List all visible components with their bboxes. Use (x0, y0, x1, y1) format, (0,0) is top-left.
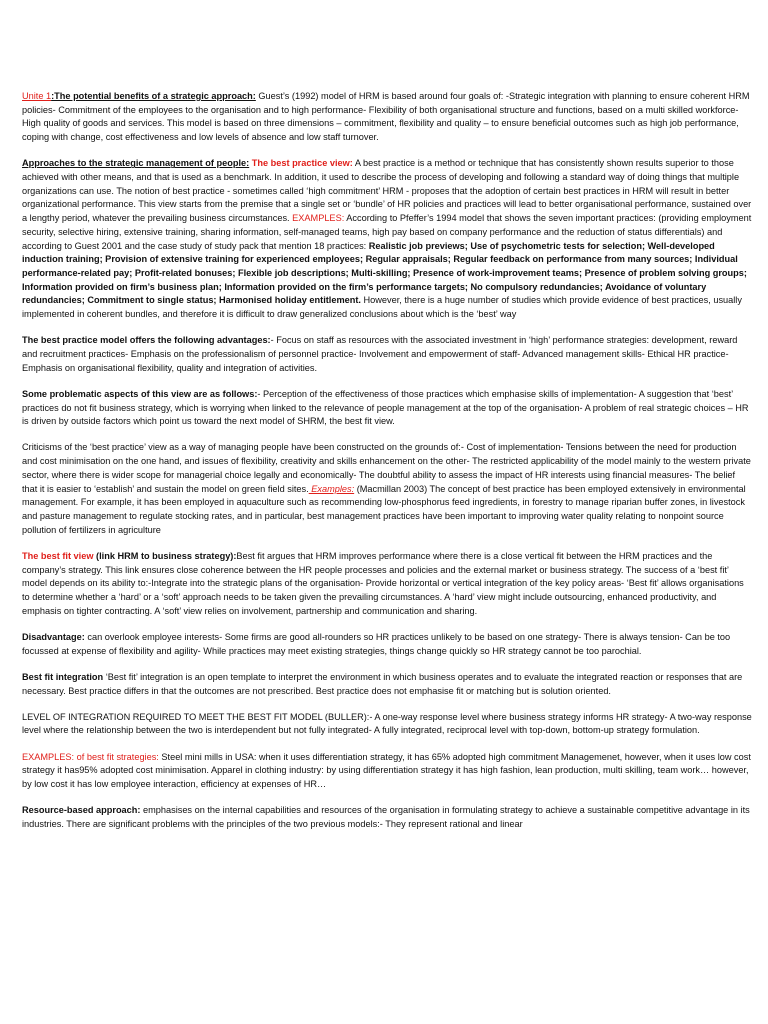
paragraph-text: can overlook employee interests- Some firms are good all-rounders so HR practices unlikely to be based on one strategy- There is always tension- Can be too focussed at expense of flexibility and agility- While practices may meet existing strategies, things change quickly so HR strategy cannot be too parochial. (22, 631, 731, 656)
paragraph-text: A best practice is a method or technique that has consistently shown results superior to those achieved with other means, and that is used as a benchmark. In addition, it used to describe the process of developing and following a standard way of doing things that multiple organizations can use. The notion of best practice - sometimes called ‘high commitment’ HRM - proposes that the adoption of certain best practices in HRM will result in better organizational performance. This view starts from the premise that a single set or ‘bundle’ of HR policies and practices will lead to better organisational performance, sustained over a lengthy period, whatever the prevailing business circumstances. (22, 158, 752, 224)
paragraph-heading: :The potential benefits of a strategic approach: (51, 91, 256, 101)
paragraph-criticisms (22, 441, 752, 537)
paragraph-problematic-aspects (22, 388, 752, 429)
paragraph-heading: Some problematic aspects of this view are as follows: (22, 388, 258, 399)
unit-label: Unite 1 (22, 91, 52, 101)
document-body (22, 90, 752, 844)
paragraph-best-fit-examples (22, 751, 752, 792)
paragraph-heading: Approaches to the strategic management of people: (22, 158, 250, 169)
examples-label: EXAMPLES: (289, 213, 345, 224)
paragraph-text: - Focus on staff as resources with the associated investment in ‘high’ performance strategies: development, reward and recruitment practices- Emphasis on the professionalism of personnel practice- Involvement and empowerment of staff- Advanced management skills- Ethical HR practice- Emphasis on organisational flexibility, quality and integration of activities. (22, 335, 738, 373)
paragraph-best-fit-integration (22, 671, 752, 698)
paragraph-best-fit-view (22, 550, 752, 619)
paragraph-text: - Perception of the effectiveness of those practices which emphasise skills of implementation- A suggestion that ‘best’ practices do not fit business strategy, which is worrying when linked to the relevance of people management at the top of the organisation- A problem of real strategic choices – HR is driven by outside factors which point us toward the next model of SHRM, the best fit view. (22, 388, 749, 427)
paragraph-advantages (22, 334, 752, 375)
paragraph-text: LEVEL OF INTEGRATION REQUIRED TO MEET THE BEST FIT MODEL (BULLER):- A one-way response level where business strategy informs HR strategy- A two-way response level where the relationship between the two is interdependent but not fully integrated- A fully integrated, reciprocal level with top-down, bottom-up strategy formulation. (22, 711, 752, 736)
paragraph-heading: The best practice model offers the following advantages: (22, 335, 271, 346)
examples-label: Examples: (308, 483, 355, 494)
paragraph-strategic-approach (22, 90, 752, 145)
paragraph-heading: (link HRM to business strategy): (93, 550, 237, 561)
paragraph-text: However, there is a huge number of studies which provide evidence of best practices, usually implemented in coherent bundles, and therefore it is difficult to draw generalized conclusions about which is the ‘best’ way (22, 295, 742, 320)
paragraph-heading: Best fit integration (22, 671, 104, 682)
paragraph-text: Guest’s (1992) model of HRM is based around four goals of: -Strategic integration with planning to ensure coherent HRM policies- Commitment of the employees to the organisation and to high performance- Flexibility of both organisational structure and functions, based on a multi skilled workforce- High quality of goods and services. This model is based on three dimensions – commitment, flexibility and quality – to ensure beneficial outcomes such as high job performance, coping with change, cost effectiveness and low levels of absence and low staff turnover. (22, 91, 750, 143)
paragraph-text: Best fit argues that HRM improves performance where there is a close vertical fit between the HRM practices and the company’s strategy. This link ensures close coherence between the HR people processes and policies and the external market or business strategy. The success of a ‘best fit’ model depends on its ability to:-Integrate into the strategic plans of the organisation- Provide horizontal or vertical integration of the key policy areas- ‘Best fit’ allows organisations to determine whether a ‘hard’ or a ‘soft’ approach needs to be taken given the prevailing circumstances. A ‘hard’ view might include outsourcing, enhanced productivity, and emphasis on tighter contracting. A ‘soft’ view relies on involvement, partnership and communication and sharing. (22, 550, 744, 616)
red-heading: EXAMPLES: of best fit strategies: (22, 751, 159, 762)
paragraph-text: emphasises on the internal capabilities and resources of the organisation in formulating strategy to achieve a sustainable competitive advantage in its industries. There are significant problems with the principles of the two previous models:- They represent rational and linear (22, 805, 750, 829)
paragraph-text: Steel mini mills in USA: when it uses differentiation strategy, it has 65% adopted high commitment Managemenet, however, when it uses low cost strategy it has95% adopted cost minimisation. Apparel in clothing industry: by using differentiation strategy it has high fashion, lean production, multi skilling, team work… however, by low cost it has low employee interaction, efficiency at expenses of HR… (22, 751, 751, 790)
paragraph-heading: Resource-based approach: (22, 805, 141, 816)
paragraph-integration-levels (22, 711, 752, 738)
bold-practice-list: Realistic job previews; Use of psychometric tests for selection; Well-developed induction training; Provision of extensive training for experienced employees; Regular appraisals; Regular feedback on performance from many sources; Individual performance-related pay; Profit-related bonuses; Flexible job descriptions; Multi-skilling; Presence of work-improvement teams; Presence of problem solving groups; Information provided on firm’s business plan; Information provided on the firm’s performance targets; No compulsory redundancies; Avoidance of voluntary redundancies; Commitment to single status; Harmonised holiday entitlement. (22, 240, 747, 306)
paragraph-disadvantage (22, 631, 752, 658)
paragraph-heading: Disadvantage: (22, 631, 85, 642)
red-heading: The best practice view: (249, 158, 353, 169)
paragraph-text: According to Pfeffer’s 1994 model that shows the seven important practices: (providing employment security, selective hiring, extensive training, sharing information, self-managed teams, high pay based on company performance and the reduction of status differentials) and according to Guest 2001 and the case study of study pack that mention 18 practices: (22, 213, 752, 251)
paragraph-resource-based (22, 804, 752, 831)
paragraph-text: Criticisms of the ‘best practice’ view as a way of managing people have been constructed on the grounds of:- Cost of implementation- Tensions between the need for production and cost minimisation on the one hand, and issues of flexibility, creativity and skills enhancement on the other- The restricted applicability of the model mainly to the western private sector, where there is wider scope for managerial choice legally and economically- The doubtful ability to assess the impact of HR interests using financial measures- The belief that it is easier to ‘establish’ and sustain the model on green field sites. (22, 442, 751, 494)
paragraph-best-practice-view (22, 157, 752, 321)
paragraph-text: ‘Best fit’ integration is an open template to interpret the environment in which business operates and to evaluate the integrated reaction or responses that are necessary. Best practice differs in that the outcomes are not prescribed. Best practice does not emphasise fit or matching but is solution oriented. (22, 671, 743, 696)
red-heading: The best fit view (22, 550, 94, 561)
paragraph-text: (Macmillan 2003) The concept of best practice has been employed extensively in environmental management. For example, it has been employed in aquaculture such as recommending low-phosphorus feed ingredients, in forestry to manage riparian buffer zones, in livestock and pasture management to regulate stocking rates, and in particular, best management practices have been important to improving water quality relating to nonpoint source pollution of fertilizers in agriculture (22, 483, 746, 535)
